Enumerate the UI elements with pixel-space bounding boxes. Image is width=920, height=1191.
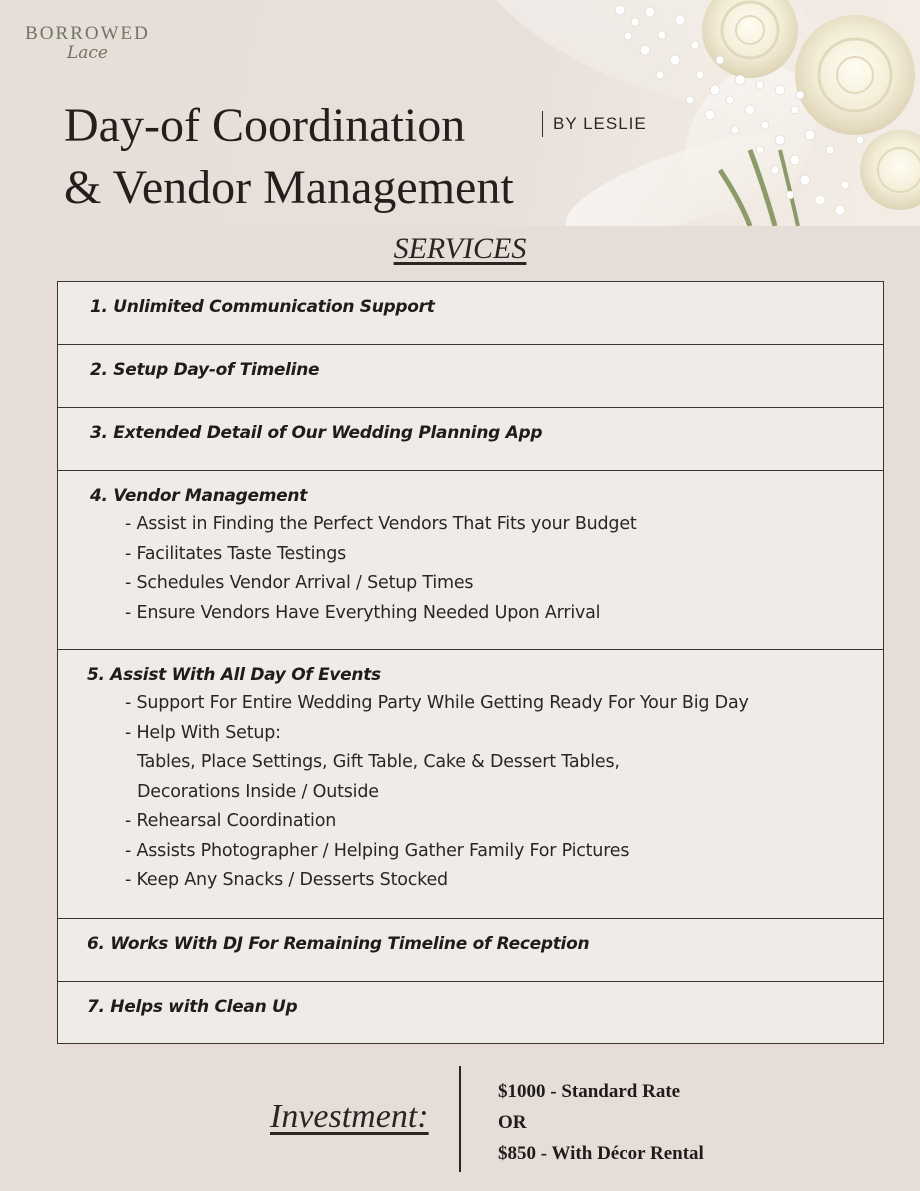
service-row-4	[58, 470, 883, 649]
service-item-list	[87, 689, 883, 896]
header-banner	[0, 0, 920, 226]
flower-bouquet-icon	[600, 0, 920, 226]
byline: BY LESLIE	[542, 111, 647, 137]
service-title: 3. Extended Detail of Our Wedding Planning App	[90, 423, 543, 443]
service-item: - Schedules Vendor Arrival / Setup Times	[125, 573, 474, 593]
service-row-1	[58, 282, 883, 344]
service-item-list	[90, 510, 883, 628]
brand-logo	[20, 23, 155, 63]
brand-logo-top: BORROWED	[25, 23, 150, 44]
service-title: 7. Helps with Clean Up	[87, 997, 298, 1017]
investment-divider	[459, 1066, 461, 1172]
service-item: - Help With Setup:	[125, 722, 281, 743]
service-item: Decorations Inside / Outside	[137, 781, 379, 802]
service-item: - Assists Photographer / Helping Gather Family For Pictures	[125, 840, 630, 861]
service-item: - Facilitates Taste Testings	[125, 543, 347, 564]
service-item: - Rehearsal Coordination	[125, 811, 337, 831]
service-row-7	[58, 981, 883, 1043]
service-row-3	[58, 407, 883, 470]
service-item: - Ensure Vendors Have Everything Needed Upon Arrival	[125, 602, 601, 623]
service-title: 1. Unlimited Communication Support	[90, 297, 435, 317]
service-item: - Assist in Finding the Perfect Vendors That Fits your Budget	[125, 514, 637, 534]
service-item: - Keep Any Snacks / Desserts Stocked	[125, 870, 448, 890]
service-item: - Support For Entire Wedding Party While Getting Ready For Your Big Day	[125, 693, 749, 713]
service-title: 4. Vendor Management	[90, 486, 308, 506]
service-row-6	[58, 918, 883, 981]
investment-rates	[498, 1076, 704, 1169]
page-title-line1: Day-of Coordination	[64, 99, 466, 152]
brand-logo-bottom: Lace	[66, 43, 108, 63]
service-title: 5. Assist With All Day Of Events	[87, 665, 381, 685]
service-title: 2. Setup Day-of Timeline	[90, 360, 320, 380]
service-item: Tables, Place Settings, Gift Table, Cake & Dessert Tables,	[137, 752, 620, 772]
investment-label: Investment:	[270, 1098, 429, 1135]
service-title: 6. Works With DJ For Remaining Timeline of Reception	[87, 934, 590, 954]
service-row-2	[58, 344, 883, 407]
rate-or: OR	[498, 1112, 527, 1133]
page-title	[64, 95, 514, 219]
services-heading: SERVICES	[393, 232, 527, 265]
service-row-5	[58, 649, 883, 918]
services-table	[57, 281, 884, 1044]
standard-rate: $1000 - Standard Rate	[498, 1081, 681, 1102]
decor-rate: $850 - With Décor Rental	[498, 1143, 704, 1164]
page-title-line2: & Vendor Management	[64, 161, 514, 214]
